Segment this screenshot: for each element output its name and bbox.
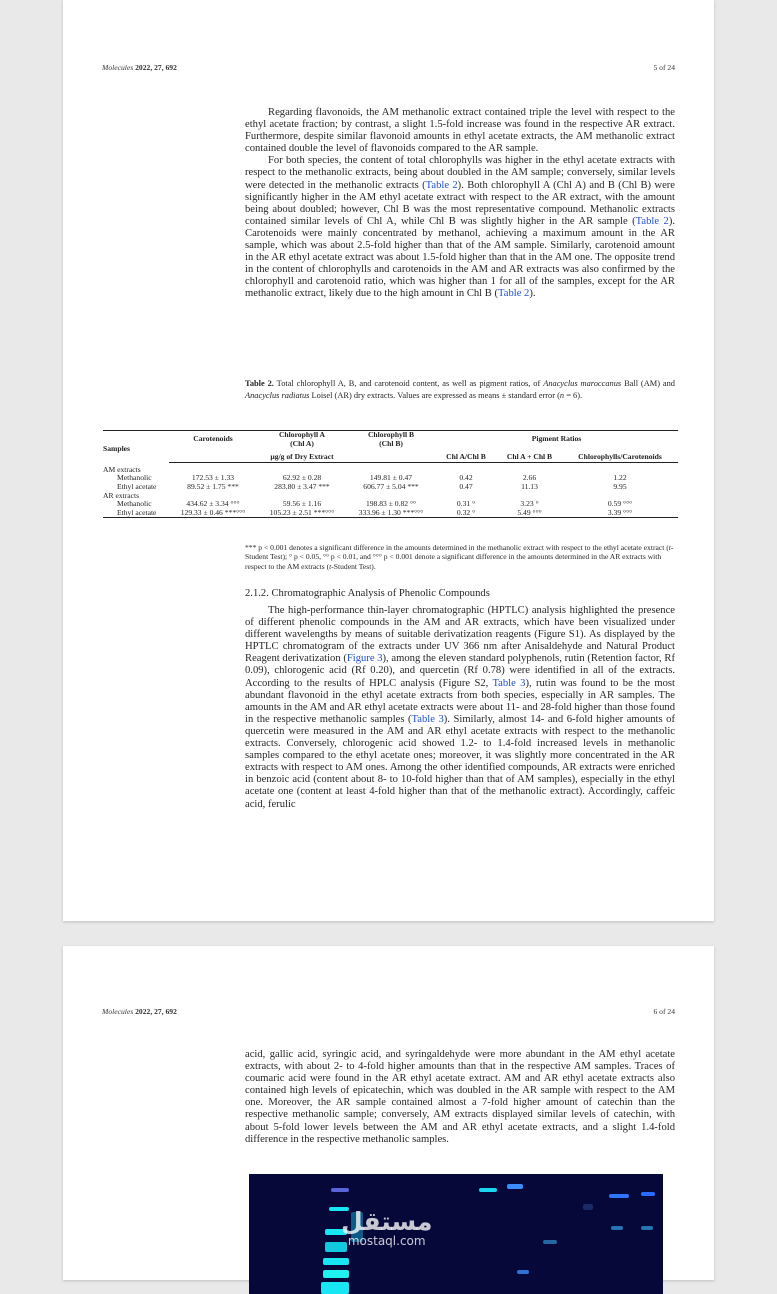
body-text-block-1: [245, 107, 675, 301]
table-2-link[interactable]: Table 2: [635, 215, 669, 227]
page-number: 5 of 24: [653, 63, 675, 72]
watermark-arabic: مستقل: [341, 1207, 433, 1236]
journal-citation: Molecules 2022, 27, 692: [102, 63, 177, 72]
plate-band: [517, 1270, 529, 1274]
pigment-table: [103, 430, 678, 518]
paragraph-continued: acid, gallic acid, syringic acid, and syringaldehyde were more abundant in the AM ethyl acetate extracts, with about 2- to 4-fold higher amounts than that in the respective AM samples. Traces of coumaric acid were found in the AR ethyl acetate extract. AM and AR ethyl acetate extracts also contained high levels of epicatechin, which was doubled in the AR sample with respect to the AM one. Moreover, the AR sample contained almost a 7-fold higher amount of catechin than the respective methanolic sample; conversely, AM extracts displayed similar levels of catechin, with about 5-fold lower levels between the AM and AR ethyl acetate extracts, and a slight 1.4-fold difference in the respective methanolic samples.: [245, 1049, 675, 1145]
plate-band: [507, 1184, 523, 1189]
column-header-samples: Samples: [103, 444, 131, 454]
plate-band: [331, 1188, 349, 1192]
column-header-chla-chlb-ratio: Chl A/Chl B: [435, 448, 497, 462]
table-row: Ethyl acetate 129.33 ± 0.46 ***°°° 105.23 ± 2.51 ***°°° 333.96 ± 1.30 ***°°° 0.32 ° 5.49 °°° 3.39 °°°: [103, 509, 678, 518]
document-page-6: [63, 946, 714, 1280]
plate-band: [641, 1192, 655, 1196]
page-number: 6 of 24: [653, 1007, 675, 1016]
hptlc-plate-image: [249, 1174, 663, 1294]
running-header: [102, 1007, 675, 1016]
figure-3-link[interactable]: Figure 3: [346, 653, 383, 665]
column-header-chl-b: Chlorophyll B (Chl B): [367, 430, 415, 448]
table-group-ar: AR extracts: [103, 490, 140, 500]
paragraph-chlorophylls: For both species, the content of total chlorophylls was higher in the ethyl acetate extracts with respect to the methanolic extracts, being about doubled in the AM sample; conversely, similar levels were detected in the methanolic extracts (Table 2). Both chlorophyll A (Chl A) and B (Chl B) were significantly higher in the AM ethyl acetate extract with respect to the AR extract, with the amount being about doubled; however, Chl B was the most representative compound. Methanolic extracts contained similar levels of Chl A, while Chl B was slightly higher in the AR sample (Table 2). Carotenoids were mainly concentrated by methanol, achieving a maximum amount in the AR sample, which was about 2.5-fold higher than that of the AM sample. Similarly, carotenoid amount in the AR ethyl acetate extract was about 1.5-fold higher than that in the AM one. The opposite trend in the content of chlorophylls and carotenoids in the AM and AR extracts was also confirmed by the chlorophyll and carotenoid ratio, which was higher than 1 for all of the samples, except for the AR methanolic extract, likely due to the high amount in Chl B (Table 2).: [245, 155, 675, 300]
plate-band: [609, 1194, 629, 1198]
column-header-chl-a: Chlorophyll A (Chl A): [278, 430, 326, 448]
column-header-pigment-ratios: Pigment Ratios: [531, 434, 582, 444]
watermark-latin: mostaql.com: [347, 1234, 426, 1248]
paragraph-hptlc: The high-performance thin-layer chromatographic (HPTLC) analysis highlighted the presence of different phenolic compounds in the AM and AR extracts, which have been visualized under different wavelengths by means of suitable derivatization reagents (Figure S1). As displayed by the HPTLC chromatogram of the extracts under UV 366 nm after Anisaldehyde and Natural Product Reagent derivatization (Figure 3), among the eleven standard polyphenols, rutin (Retention factor, Rf 0.09), chlorogenic acid (Rf 0.20), and quercetin (Rf 0.78) were identified in all of the extracts. According to the results of HPLC analysis (Figure S2, Table 3), rutin was found to be the most abundant flavonoid in the ethyl acetate extracts from both species, especially in AR samples. The amounts in the AM and AR ethyl acetate extracts were about 11- and 28-fold higher than those found in the respective methanolic samples (Table 3). Similarly, almost 14- and 6-fold higher amounts of quercetin were measured in the AM and AR ethyl acetate extracts with respect to the methanolic extracts. Conversely, chlorogenic acid showed 1.2- to 1.4-fold increased levels in methanolic samples compared to the ethyl acetate ones; moreover, it was slightly more concentrated in the AR extracts with respect to AM ones. Among the other identified compounds, AR extracts were enriched in benzoic acid (content about 8- to 10-fold higher than that of AM samples), especially in the ethyl acetate one (content at least 4-fold higher than that of the methanolic extract). Accordingly, caffeic acid, ferulic: [245, 605, 675, 810]
column-header-chlorophylls-carotenoids: Chlorophylls/Carotenoids: [562, 448, 678, 462]
subsection-heading: 2.1.2. Chromatographic Analysis of Phenolic Compounds: [245, 588, 490, 599]
table-caption: Table 2. Total chlorophyll A, B, and carotenoid content, as well as pigment ratios, of Anacyclus maroccanus Ball (AM) and Anacyclus radiatus Loisel (AR) dry extracts. Values are expressed as means ± standard error (n = 6).: [245, 379, 675, 400]
paragraph-flavonoids: Regarding flavonoids, the AM methanolic extract contained triple the level with respect to the ethyl acetate fraction; by contrast, a slight 1.5-fold increase was found in the respective AR extract. Furthermore, despite similar flavonoid amounts in ethyl acetate extracts, the AM methanolic extract contained double the level of flavonoids compared to the AR sample.: [245, 107, 675, 155]
units-header: µg/g of Dry Extract: [169, 448, 435, 462]
watermark-logo: [341, 1209, 432, 1248]
table-2-link[interactable]: Table 2: [425, 179, 458, 191]
table-group-am: AM extracts: [103, 464, 141, 474]
plate-band: [321, 1282, 349, 1294]
running-header: [102, 63, 675, 72]
journal-citation: Molecules 2022, 27, 692: [102, 1007, 177, 1016]
table-row: Methanolic 172.53 ± 1.33 62.92 ± 0.28 149.81 ± 0.47 0.42 2.66 1.22: [117, 473, 627, 483]
plate-band: [323, 1270, 349, 1278]
body-text-block-3: [245, 1049, 675, 1146]
plate-band: [479, 1188, 497, 1192]
plate-band: [641, 1226, 653, 1230]
plate-band: [583, 1204, 593, 1210]
plate-band: [543, 1240, 557, 1244]
table-3-link[interactable]: Table 3: [492, 677, 526, 689]
column-header-chla-plus-chlb: Chl A + Chl B: [497, 448, 562, 462]
table-row: Ethyl acetate 89.52 ± 1.75 *** 283.80 ± 3.47 *** 606.77 ± 5.04 *** 0.47 11.13 9.95: [117, 481, 627, 491]
table-row: Methanolic 434.62 ± 3.34 °°° 59.56 ± 1.16 198.83 ± 0.82 °° 0.31 ° 3.23 ° 0.59 °°°: [117, 499, 633, 509]
body-text-block-2: [245, 605, 675, 811]
table-2-link[interactable]: Table 2: [498, 288, 530, 300]
plate-band: [323, 1258, 349, 1265]
table-footnote: *** p < 0.001 denotes a significant difference in the amounts determined in the methanolic extract with respect to the ethyl acetate extract (t-Student Test); ° p < 0.05, °° p < 0.01, and °°° p < 0.001 denote a significant difference in the amounts determined in the AR extracts with respect to the AM extracts (t-Student Test).: [245, 543, 674, 571]
document-page-5: [63, 0, 714, 921]
plate-band: [611, 1226, 623, 1230]
table-3-link[interactable]: Table 3: [411, 713, 444, 725]
column-header-carotenoids: Carotenoids: [193, 434, 233, 444]
